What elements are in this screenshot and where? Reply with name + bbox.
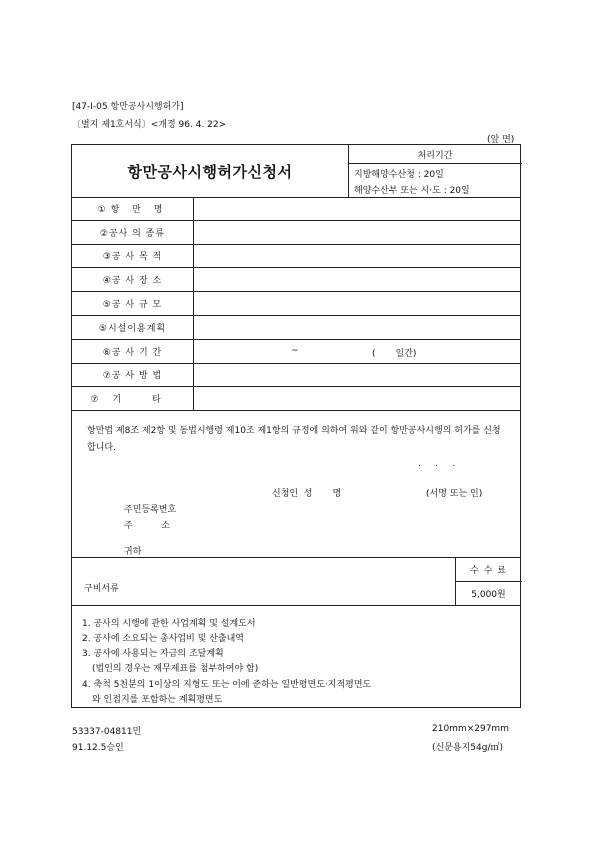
footer-paper: (신문용지54g/㎡): [432, 743, 503, 753]
period-days: ( 일간): [372, 349, 417, 359]
date-placeholder: . . .: [418, 459, 456, 469]
document-item-4-cont: 와 인접지를 포함하는 계획평면도: [92, 695, 223, 705]
footer-code: 53337-04811민: [72, 727, 142, 737]
signature-note: (서명 또는 인): [426, 489, 483, 499]
addressee-label: 귀하: [124, 547, 142, 557]
fee-amount: 5,000원: [471, 589, 506, 600]
resident-number-label: 주민등록번호: [124, 505, 177, 515]
application-form: [71, 144, 521, 708]
field-label-construction-type: ②공사 의 종류: [99, 228, 166, 239]
applicant-name-label: 신청인 성 명: [272, 489, 342, 499]
document-item-3-note: (법인의 경우는 재무제표를 첨부하여야 함): [92, 664, 259, 674]
field-label-construction-purpose: ③공 사 목 적: [102, 252, 163, 262]
processing-heading: 처리기간: [348, 145, 522, 164]
document-item-4: 4. 축척 5천분의 1이상의 지형도 또는 이에 준하는 일반평면도·지적평면도: [82, 680, 372, 690]
field-label-construction-scale: ⑤공 사 규 모: [102, 299, 163, 310]
document-item-3: 3. 공사에 사용되는 자금의 조달계획: [82, 649, 224, 659]
field-label-other: ⑦기 타: [90, 394, 175, 405]
form-title: 항만공사시행허가신청서: [127, 162, 293, 181]
processing-regional: 지방해양수산청 : 20일: [354, 170, 444, 180]
application-statement: 항만법 제8조 제2항 및 동법시행령 제10조 제1항의 규정에 의하여 위와 같이 항만공사시행의 허가를 신청합니다.: [87, 426, 501, 453]
form-reference: 〔별지 제1호서식〕<개정 96. 4. 22>: [72, 120, 227, 130]
field-label-construction-period: ⑥공 사 기 간: [102, 347, 163, 358]
field-label-construction-method: ⑦공 사 방 법: [102, 371, 163, 381]
footer-approval: 91.12.5승인: [72, 743, 124, 753]
field-label-construction-site: ④공 사 장 소: [102, 275, 163, 286]
document-item-1: 1. 공사의 시행에 관한 사업계획 및 설계도서: [82, 619, 256, 629]
processing-period-box: [348, 145, 522, 197]
page-side: (앞 면): [487, 135, 515, 145]
document-item-2: 2. 공사에 소요되는 총사업비 및 산출내역: [82, 634, 244, 644]
form-code: [47-Ⅰ-05 항만공사시행허가]: [72, 102, 184, 112]
period-tilde: ~: [291, 346, 299, 356]
fee-label: 수 수 료: [470, 565, 507, 576]
field-label-facility-plan: ⑤시설이용계획: [98, 323, 167, 334]
address-label: 주 소: [124, 521, 170, 531]
processing-ministry: 해양수산부 또는 시·도 : 20일: [354, 186, 470, 196]
field-label-port-name: ①항 만 명: [97, 205, 168, 215]
footer-size: 210mm×297mm: [432, 724, 509, 734]
documents-label: 구비서류: [84, 584, 119, 594]
